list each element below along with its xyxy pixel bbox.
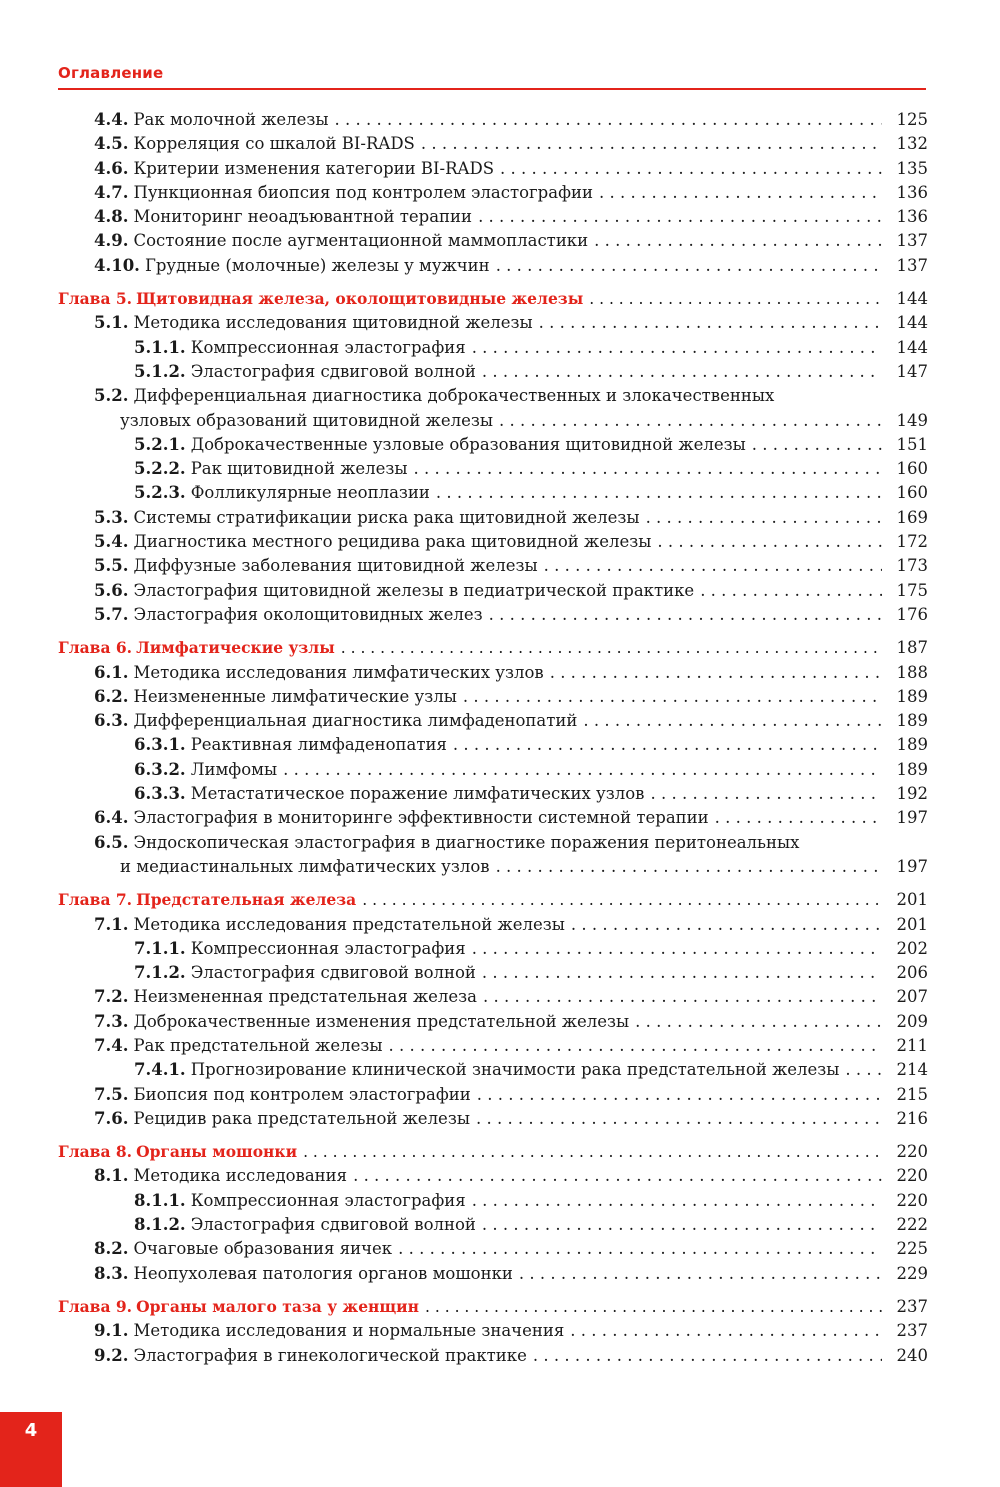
toc-entry[interactable] xyxy=(0,1164,928,1188)
toc-page-number: 188 xyxy=(896,662,928,682)
toc-title: Лимфатические узлы xyxy=(136,638,335,658)
toc-entry-line xyxy=(94,157,928,181)
toc-title: Диффузные заболевания щитовидной железы xyxy=(133,556,538,576)
dot-leader xyxy=(436,481,882,505)
toc-title: Методика исследования щитовидной железы xyxy=(133,313,533,333)
toc-page-number: 229 xyxy=(896,1263,928,1283)
toc-number: 5.6. xyxy=(94,580,129,600)
toc-number: 6.3.3. xyxy=(134,784,186,804)
toc-entry-line xyxy=(134,758,928,782)
dot-leader xyxy=(472,336,882,360)
toc-page-number: 215 xyxy=(896,1084,928,1104)
toc-number: 5.1.1. xyxy=(134,337,186,357)
toc-number: 9.2. xyxy=(94,1345,129,1365)
toc-entry-line xyxy=(94,579,928,603)
toc-number: 8.1. xyxy=(94,1166,129,1186)
toc-title: Системы стратификации риска рака щитовидной железы xyxy=(133,507,640,527)
toc-page-number: 197 xyxy=(896,808,928,828)
toc-entry[interactable] xyxy=(0,603,928,627)
toc-title: Неизмененные лимфатические узлы xyxy=(133,686,457,706)
dot-leader xyxy=(544,554,882,578)
toc-entry-line xyxy=(58,1140,928,1164)
toc-page-number: 172 xyxy=(896,532,928,552)
dot-leader xyxy=(335,108,882,132)
dot-leader xyxy=(421,132,882,156)
toc-title: Органы малого таза у женщин xyxy=(136,1296,420,1316)
toc-title: Методика исследования xyxy=(133,1166,348,1186)
page-number-tab: 4 xyxy=(0,1412,62,1487)
toc-entry-line xyxy=(94,831,928,855)
toc-entry[interactable] xyxy=(0,336,928,360)
toc-entry[interactable] xyxy=(0,457,928,481)
toc-number: 7.6. xyxy=(94,1108,129,1128)
toc-title: Эластография сдвиговой волной xyxy=(190,963,476,983)
dot-leader xyxy=(594,229,882,253)
toc-entry-line xyxy=(134,961,928,985)
toc-entry[interactable] xyxy=(0,709,928,733)
toc-entry-line xyxy=(58,1295,928,1319)
toc-entry[interactable] xyxy=(0,1083,928,1107)
toc-entry[interactable] xyxy=(0,360,928,384)
toc-number: 4.8. xyxy=(94,207,129,227)
toc-entry[interactable] xyxy=(0,1319,928,1343)
dot-leader xyxy=(482,1213,882,1237)
toc-number: 5.2. xyxy=(94,386,129,406)
toc-number: 4.6. xyxy=(94,158,129,178)
dot-leader xyxy=(398,1237,882,1261)
toc-number: 7.2. xyxy=(94,987,129,1007)
toc-entry[interactable] xyxy=(0,157,928,181)
toc-title: Рак молочной железы xyxy=(133,110,329,129)
toc-number: 5.4. xyxy=(94,532,129,552)
dot-leader xyxy=(453,733,882,757)
toc-entry-line xyxy=(94,603,928,627)
dot-leader xyxy=(589,287,882,311)
toc-number: 7.1. xyxy=(94,914,129,934)
toc-entry[interactable] xyxy=(0,1010,928,1034)
toc-number: Глава 7. xyxy=(58,890,133,910)
dot-leader xyxy=(414,457,882,481)
toc-entry[interactable] xyxy=(0,311,928,335)
toc-entry[interactable] xyxy=(0,806,928,830)
toc-title: Пункционная биопсия под контролем эластографии xyxy=(133,182,593,202)
toc-entry-line xyxy=(94,229,928,253)
toc-entry-line xyxy=(94,254,928,278)
toc-page-number: 125 xyxy=(896,110,928,129)
toc-entry[interactable] xyxy=(0,530,928,554)
dot-leader xyxy=(635,1010,882,1034)
toc-page-number: 151 xyxy=(896,434,928,454)
toc-number: 5.5. xyxy=(94,556,129,576)
toc-number: Глава 5. xyxy=(58,289,133,309)
toc-page-number: 237 xyxy=(896,1321,928,1341)
dot-leader xyxy=(472,1189,882,1213)
toc-entry-line xyxy=(134,937,928,961)
dot-leader xyxy=(599,181,882,205)
toc-number: 6.3.2. xyxy=(134,759,186,779)
toc-title: узловых образований щитовидной железы xyxy=(120,410,493,430)
dot-leader xyxy=(496,254,882,278)
toc-entry[interactable] xyxy=(0,1262,928,1286)
toc-title: Рак щитовидной железы xyxy=(190,459,408,479)
toc-title: Корреляция со шкалой BI-RADS xyxy=(133,134,415,154)
toc-entry-line xyxy=(134,1189,928,1213)
toc-page-number: 237 xyxy=(896,1296,928,1316)
dot-leader xyxy=(389,1034,883,1058)
toc-title: Дифференциальная диагностика лимфаденопатий xyxy=(133,711,578,731)
toc-chapter[interactable] xyxy=(0,287,928,311)
toc-entry[interactable] xyxy=(0,913,928,937)
toc-page-number: 189 xyxy=(896,735,928,755)
toc-entry[interactable] xyxy=(0,1058,928,1082)
toc-page-number: 206 xyxy=(896,963,928,983)
toc-entry-line xyxy=(134,336,928,360)
toc-number: 7.5. xyxy=(94,1084,129,1104)
toc-entry-line xyxy=(134,433,928,457)
toc-entry[interactable] xyxy=(0,433,928,457)
toc-number: 5.2.2. xyxy=(134,459,186,479)
dot-leader xyxy=(519,1262,882,1286)
toc-entry-line xyxy=(94,1010,928,1034)
toc-title: Компрессионная эластография xyxy=(190,337,466,357)
toc-page-number: 207 xyxy=(896,987,928,1007)
toc-entry-line xyxy=(94,709,928,733)
toc-entry[interactable] xyxy=(0,985,928,1009)
toc-page-number: 189 xyxy=(896,686,928,706)
toc-page-number: 211 xyxy=(896,1035,928,1055)
toc-entry-line xyxy=(94,311,928,335)
toc-title: Щитовидная железа, околощитовидные железы xyxy=(136,289,584,309)
header-title: Оглавление xyxy=(58,64,164,82)
toc-title: Реактивная лимфаденопатия xyxy=(190,735,447,755)
toc-entry[interactable] xyxy=(0,1344,928,1368)
dot-leader xyxy=(472,937,882,961)
toc-title: Эластография щитовидной железы в педиатрической практике xyxy=(133,580,695,600)
dot-leader xyxy=(539,311,882,335)
toc-entry[interactable] xyxy=(0,1107,928,1131)
toc-entry[interactable] xyxy=(0,961,928,985)
toc-number: 6.3.1. xyxy=(134,735,186,755)
dot-leader xyxy=(425,1295,882,1319)
toc-page-number: 136 xyxy=(896,207,928,227)
toc-title: Лимфомы xyxy=(190,759,278,779)
toc-entry-line xyxy=(134,1213,928,1237)
toc-page-number: 144 xyxy=(896,337,928,357)
toc-page-number: 176 xyxy=(896,604,928,624)
toc-page-number: 192 xyxy=(896,784,928,804)
toc-entry-line xyxy=(134,457,928,481)
toc-title: Методика исследования предстательной железы xyxy=(133,914,565,934)
toc-entry[interactable] xyxy=(0,661,928,685)
dot-leader xyxy=(752,433,882,457)
toc-title: Эластография сдвиговой волной xyxy=(190,361,476,381)
toc-page-number: 149 xyxy=(896,410,928,430)
toc-entry-line xyxy=(94,913,928,937)
toc-title: и медиастинальных лимфатических узлов xyxy=(120,856,490,876)
toc-entry-line xyxy=(94,1034,928,1058)
dot-leader xyxy=(646,506,882,530)
toc-entry[interactable] xyxy=(0,1034,928,1058)
toc-entry[interactable] xyxy=(0,108,928,132)
toc-title: Эндоскопическая эластография в диагностике поражения перитонеальных xyxy=(133,832,800,852)
toc-number: 7.3. xyxy=(94,1011,129,1031)
toc-number: 7.1.1. xyxy=(134,938,186,958)
toc-entry-line xyxy=(58,287,928,311)
toc-page-number: 173 xyxy=(896,556,928,576)
toc-entry[interactable] xyxy=(0,782,928,806)
toc-page-number: 214 xyxy=(896,1060,928,1080)
toc-entry[interactable] xyxy=(0,685,928,709)
toc-page-number: 240 xyxy=(896,1345,928,1365)
toc-number: 6.3. xyxy=(94,711,129,731)
dot-leader xyxy=(533,1344,882,1368)
toc-entry[interactable] xyxy=(0,1237,928,1261)
toc-entry-line xyxy=(134,782,928,806)
dot-leader xyxy=(657,530,882,554)
toc-page-number: 189 xyxy=(896,711,928,731)
toc-page-number: 160 xyxy=(896,483,928,503)
toc-number: 8.1.2. xyxy=(134,1215,186,1235)
toc-number: 8.2. xyxy=(94,1239,129,1259)
toc-entry-line xyxy=(94,1319,928,1343)
toc-page-number: 187 xyxy=(896,638,928,658)
toc-entry[interactable] xyxy=(0,205,928,229)
toc-entry-line xyxy=(134,1058,928,1082)
toc-page-number: 216 xyxy=(896,1108,928,1128)
toc-entry-line xyxy=(94,1262,928,1286)
toc-entry-line xyxy=(94,384,928,408)
toc-entry-line xyxy=(94,1344,928,1368)
toc-page-number: 209 xyxy=(896,1011,928,1031)
toc-entry[interactable] xyxy=(0,409,928,433)
toc-entry-line xyxy=(120,855,928,879)
toc-page-number: 169 xyxy=(896,507,928,527)
toc-number: 9.1. xyxy=(94,1321,129,1341)
toc-title: Биопсия под контролем эластографии xyxy=(133,1084,471,1104)
toc-entry-line xyxy=(58,888,928,912)
toc-entry-line xyxy=(94,1237,928,1261)
toc-entry[interactable] xyxy=(0,733,928,757)
toc-number: 8.1.1. xyxy=(134,1190,186,1210)
toc-number: 4.5. xyxy=(94,134,129,154)
toc-page-number: 189 xyxy=(896,759,928,779)
toc-title: Рецидив рака предстательной железы xyxy=(133,1108,470,1128)
toc-page-number: 144 xyxy=(896,313,928,333)
toc-entry-line xyxy=(134,360,928,384)
toc-title: Органы мошонки xyxy=(136,1142,298,1162)
dot-leader xyxy=(583,709,882,733)
toc-page-number: 175 xyxy=(896,580,928,600)
toc-title: Эластография околощитовидных желез xyxy=(133,604,483,624)
toc-number: 5.2.1. xyxy=(134,434,186,454)
dot-leader xyxy=(482,360,882,384)
toc-entry[interactable] xyxy=(0,181,928,205)
dot-leader xyxy=(477,1083,882,1107)
toc-entry-line xyxy=(58,636,928,660)
dot-leader xyxy=(463,685,882,709)
toc-chapter[interactable] xyxy=(0,1140,928,1164)
toc-entry[interactable] xyxy=(0,831,928,855)
toc-entry-line xyxy=(94,554,928,578)
toc-page-number: 144 xyxy=(896,289,928,309)
table-of-contents xyxy=(0,108,1000,1368)
dot-leader xyxy=(489,603,882,627)
dot-leader xyxy=(483,985,882,1009)
toc-number: Глава 6. xyxy=(58,638,133,658)
toc-title: Доброкачественные изменения предстательной железы xyxy=(133,1011,630,1031)
toc-chapter[interactable] xyxy=(0,636,928,660)
toc-page-number: 135 xyxy=(896,158,928,178)
toc-title: Эластография сдвиговой волной xyxy=(190,1215,476,1235)
toc-title: Методика исследования лимфатических узлов xyxy=(133,662,544,682)
toc-title: Прогнозирование клинической значимости рака предстательной железы xyxy=(190,1060,840,1080)
dot-leader xyxy=(700,579,882,603)
toc-entry-line xyxy=(134,733,928,757)
toc-page-number: 220 xyxy=(896,1166,928,1186)
header-rule xyxy=(58,88,926,90)
toc-page-number: 132 xyxy=(896,134,928,154)
dot-leader xyxy=(496,855,882,879)
toc-number: 4.4. xyxy=(94,110,129,129)
toc-entry[interactable] xyxy=(0,579,928,603)
toc-entry-line xyxy=(94,181,928,205)
toc-title: Грудные (молочные) железы у мужчин xyxy=(144,255,490,275)
toc-entry-line xyxy=(94,506,928,530)
toc-number: 5.2.3. xyxy=(134,483,186,503)
toc-entry[interactable] xyxy=(0,855,928,879)
dot-leader xyxy=(650,782,882,806)
toc-number: Глава 8. xyxy=(58,1142,133,1162)
toc-entry[interactable] xyxy=(0,554,928,578)
toc-entry[interactable] xyxy=(0,506,928,530)
toc-number: 7.4. xyxy=(94,1035,129,1055)
toc-entry[interactable] xyxy=(0,1213,928,1237)
toc-number: 5.1.2. xyxy=(134,361,186,381)
toc-entry[interactable] xyxy=(0,1189,928,1213)
toc-title: Фолликулярные неоплазии xyxy=(190,483,430,503)
dot-leader xyxy=(550,661,882,685)
dot-leader xyxy=(571,913,882,937)
toc-number: 6.1. xyxy=(94,662,129,682)
toc-title: Метастатическое поражение лимфатических узлов xyxy=(190,784,645,804)
toc-number: 7.4.1. xyxy=(134,1060,186,1080)
toc-number: 5.1. xyxy=(94,313,129,333)
toc-title: Состояние после аугментационной маммопластики xyxy=(133,231,589,251)
toc-number: 6.2. xyxy=(94,686,129,706)
toc-chapter[interactable] xyxy=(0,888,928,912)
toc-number: 5.7. xyxy=(94,604,129,624)
toc-entry-line xyxy=(94,1083,928,1107)
toc-title: Неопухолевая патология органов мошонки xyxy=(133,1263,513,1283)
toc-title: Доброкачественные узловые образования щитовидной железы xyxy=(190,434,746,454)
dot-leader xyxy=(499,409,882,433)
toc-number: 8.3. xyxy=(94,1263,129,1283)
toc-entry[interactable] xyxy=(0,132,928,156)
toc-page-number: 202 xyxy=(896,938,928,958)
dot-leader xyxy=(283,758,882,782)
toc-page-number: 220 xyxy=(896,1142,928,1162)
toc-page-number: 137 xyxy=(896,255,928,275)
toc-entry-line xyxy=(94,132,928,156)
toc-page-number: 201 xyxy=(896,914,928,934)
toc-entry-line xyxy=(120,409,928,433)
dot-leader xyxy=(303,1140,882,1164)
toc-page-number: 197 xyxy=(896,856,928,876)
toc-number: 4.10. xyxy=(94,255,140,275)
dot-leader xyxy=(845,1058,882,1082)
toc-page-number: 201 xyxy=(896,890,928,910)
toc-number: 4.7. xyxy=(94,182,129,202)
toc-page-number: 137 xyxy=(896,231,928,251)
toc-title: Рак предстательной железы xyxy=(133,1035,383,1055)
toc-entry-line xyxy=(94,685,928,709)
toc-number: Глава 9. xyxy=(58,1296,133,1316)
dot-leader xyxy=(500,157,882,181)
toc-title: Диагностика местного рецидива рака щитовидной железы xyxy=(133,532,652,552)
toc-chapter[interactable] xyxy=(0,1295,928,1319)
toc-entry-line xyxy=(134,481,928,505)
toc-entry-line xyxy=(94,661,928,685)
toc-entry-line xyxy=(94,985,928,1009)
toc-title: Неизмененная предстательная железа xyxy=(133,987,478,1007)
toc-page-number: 160 xyxy=(896,459,928,479)
toc-title: Дифференциальная диагностика доброкачественных и злокачественных xyxy=(133,386,775,406)
toc-entry-line xyxy=(94,205,928,229)
dot-leader xyxy=(353,1164,882,1188)
dot-leader xyxy=(362,888,882,912)
toc-number: 4.9. xyxy=(94,231,129,251)
toc-page-number: 225 xyxy=(896,1239,928,1259)
dot-leader xyxy=(341,636,882,660)
toc-entry[interactable] xyxy=(0,384,928,408)
toc-entry[interactable] xyxy=(0,937,928,961)
dot-leader xyxy=(482,961,882,985)
toc-number: 6.4. xyxy=(94,808,129,828)
toc-number: 6.5. xyxy=(94,832,129,852)
toc-entry[interactable] xyxy=(0,229,928,253)
toc-page-number: 147 xyxy=(896,361,928,381)
toc-title: Критерии изменения категории BI-RADS xyxy=(133,158,494,178)
toc-number: 5.3. xyxy=(94,507,129,527)
dot-leader xyxy=(715,806,882,830)
toc-title: Эластография в мониторинге эффективности системной терапии xyxy=(133,808,709,828)
toc-title: Компрессионная эластография xyxy=(190,1190,466,1210)
toc-title: Компрессионная эластография xyxy=(190,938,466,958)
toc-entry[interactable] xyxy=(0,254,928,278)
toc-entry-line xyxy=(94,1164,928,1188)
toc-entry-line xyxy=(94,530,928,554)
toc-entry-line xyxy=(94,108,928,132)
toc-title: Мониторинг неоадъювантной терапии xyxy=(133,207,473,227)
toc-title: Эластография в гинекологической практике xyxy=(133,1345,527,1365)
toc-title: Предстательная железа xyxy=(136,890,357,910)
toc-page-number: 136 xyxy=(896,182,928,202)
toc-entry[interactable] xyxy=(0,758,928,782)
toc-entry-line xyxy=(94,1107,928,1131)
toc-title: Очаговые образования яичек xyxy=(133,1239,393,1259)
dot-leader xyxy=(570,1319,882,1343)
dot-leader xyxy=(478,205,882,229)
dot-leader xyxy=(476,1107,882,1131)
toc-page-number: 220 xyxy=(896,1190,928,1210)
toc-entry[interactable] xyxy=(0,481,928,505)
toc-number: 7.1.2. xyxy=(134,963,186,983)
toc-entry-line xyxy=(94,806,928,830)
toc-title: Методика исследования и нормальные значения xyxy=(133,1321,565,1341)
toc-page-number: 222 xyxy=(896,1215,928,1235)
